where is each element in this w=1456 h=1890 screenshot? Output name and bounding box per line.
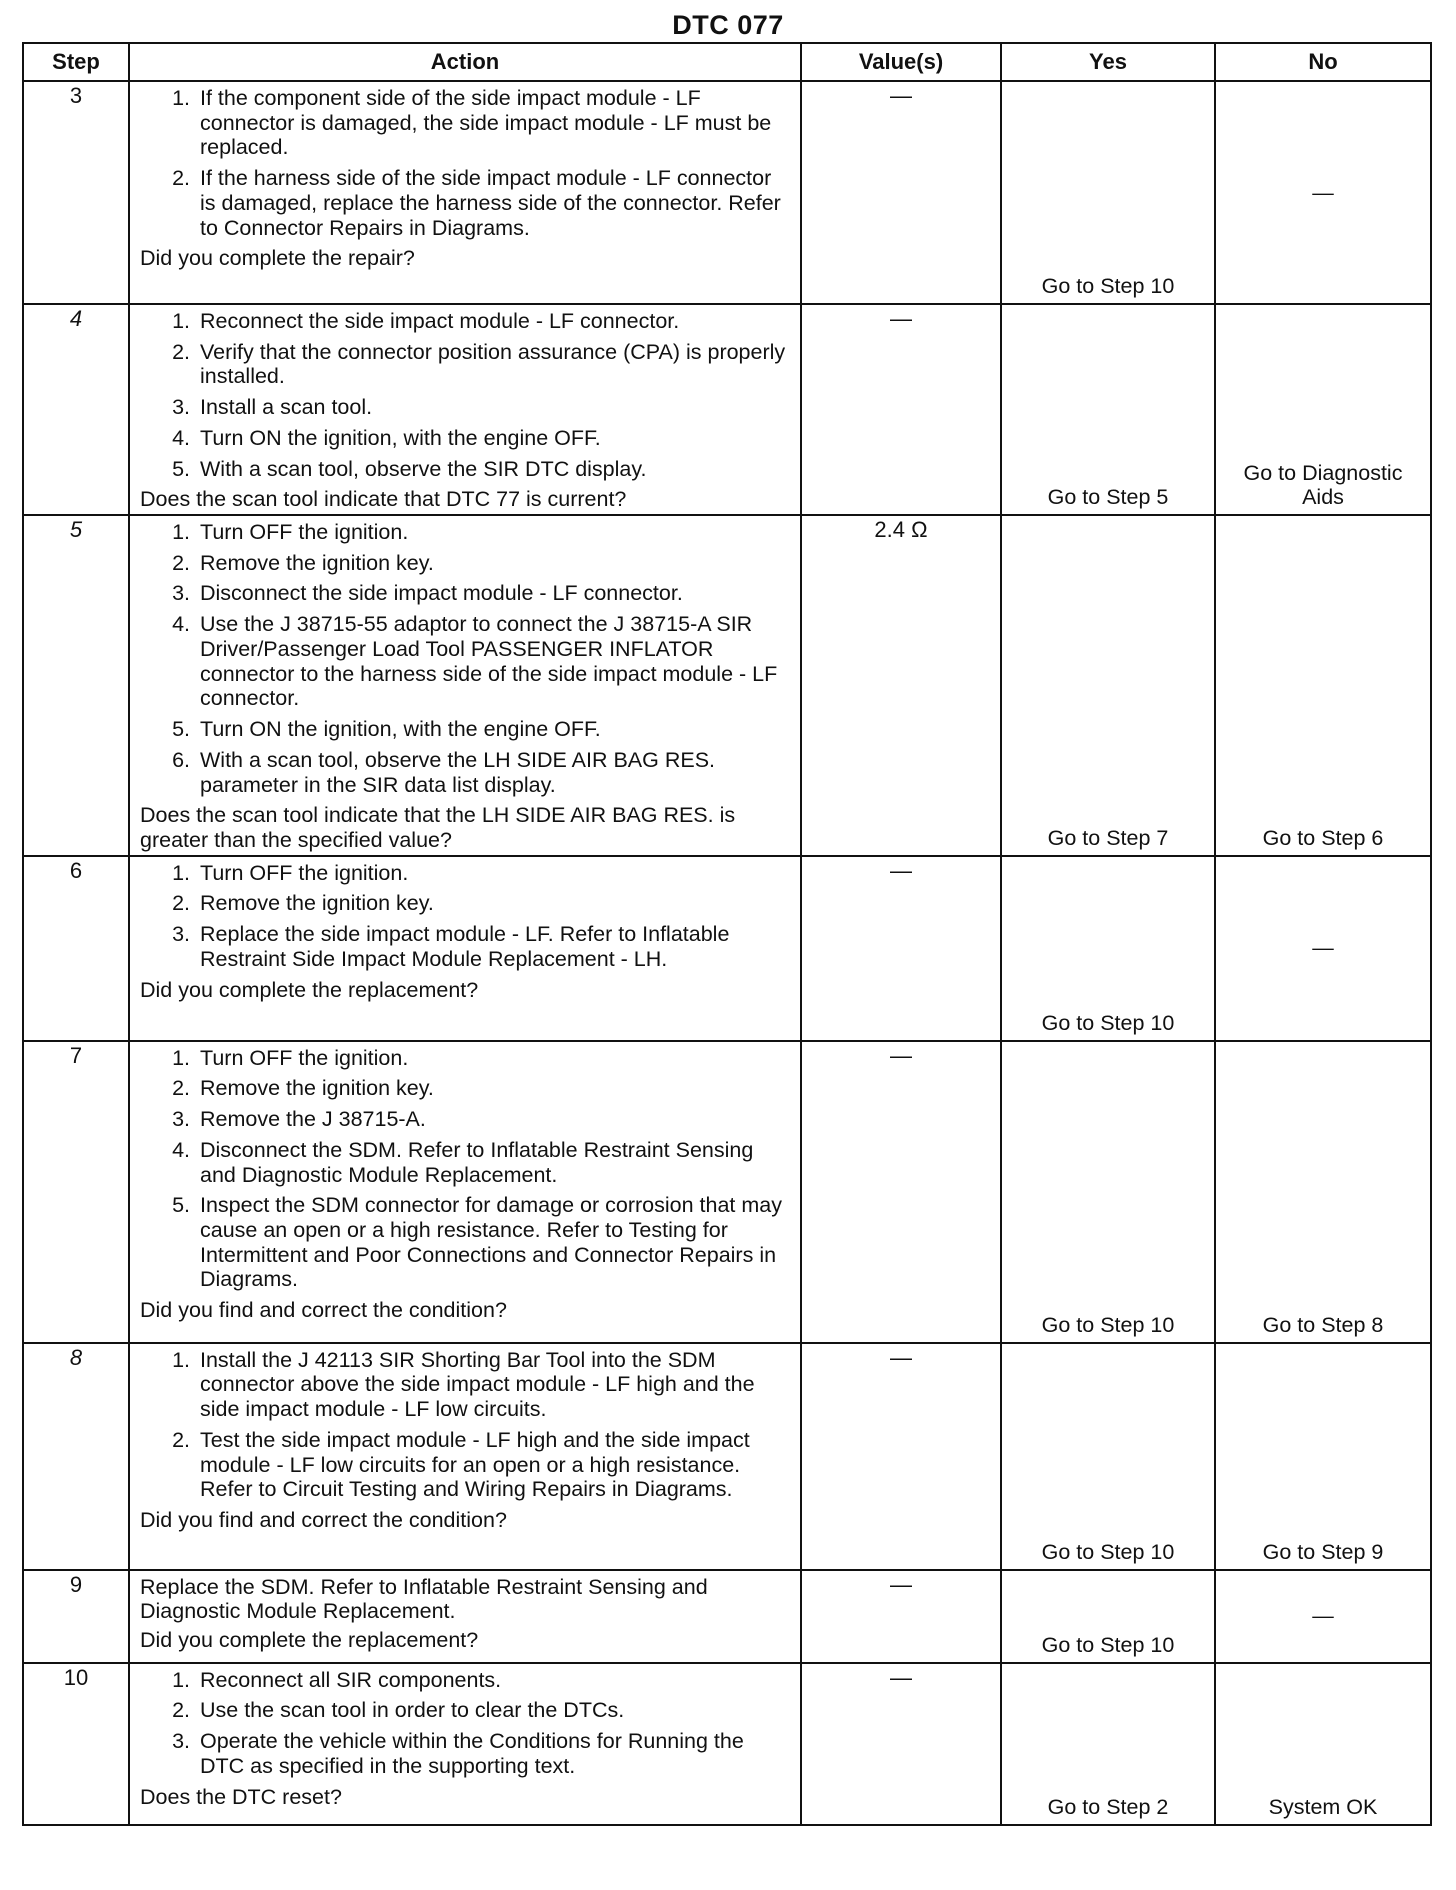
question-text: Does the DTC reset? (140, 1784, 342, 1809)
table-row (23, 1041, 1431, 1343)
value-cell: — (801, 856, 1001, 1041)
header-no: No (1215, 43, 1431, 81)
action-item: 1. Turn OFF the ignition. (196, 861, 788, 886)
yes-action: Go to Step 10 (1041, 1539, 1175, 1564)
yes-action: Go to Step 10 (1041, 1632, 1175, 1657)
header-values: Value(s) (801, 43, 1001, 81)
yes-cell (1001, 1041, 1215, 1343)
action-item: 3. Replace the side impact module - LF. Refer to Inflatable Restraint Side Impact Module Replacement - LH. (196, 922, 788, 971)
value-cell: — (801, 1343, 1001, 1570)
action-item: 3. Operate the vehicle within the Conditions for Running the DTC as specified in the supporting text. (196, 1729, 788, 1778)
yes-action: Go to Step 10 (1041, 274, 1175, 299)
no-cell (1215, 1343, 1431, 1570)
table-row (23, 1663, 1431, 1825)
action-cell (129, 304, 801, 515)
no-cell (1215, 1041, 1431, 1343)
action-cell (129, 81, 801, 304)
no-action: — (1312, 1603, 1334, 1628)
no-cell (1215, 1570, 1431, 1663)
step-number: 4 (23, 304, 129, 515)
yes-cell (1001, 81, 1215, 304)
action-item: 5. With a scan tool, observe the SIR DTC display. (196, 457, 788, 482)
yes-action: Go to Step 10 (1041, 1312, 1175, 1337)
question-text: Did you find and correct the condition? (140, 1507, 507, 1532)
question-text: Did you find and correct the condition? (140, 1298, 507, 1323)
diagnostic-table (22, 42, 1432, 1826)
action-item: 1. Turn OFF the ignition. (196, 1046, 788, 1071)
action-item: 4. Use the J 38715-55 adaptor to connect the J 38715-A SIR Driver/Passenger Load Tool PASSENGER INFLATOR connector to the harness side of the side impact module - LF connector. (196, 612, 788, 711)
no-cell (1215, 1663, 1431, 1825)
action-item: 6. With a scan tool, observe the LH SIDE AIR BAG RES. parameter in the SIR data list display. (196, 748, 788, 797)
action-item: 1. Install the J 42113 SIR Shorting Bar Tool into the SDM connector above the side impact module - LF high and the side impact module - LF low circuits. (196, 1348, 788, 1422)
step-number: 10 (23, 1663, 129, 1825)
no-action: Go to Step 6 (1262, 825, 1384, 850)
question-text: Does the scan tool indicate that the LH SIDE AIR BAG RES. is greater than the specified value? (140, 803, 736, 852)
step-number: 5 (23, 515, 129, 856)
table-row (23, 515, 1431, 856)
value-cell: — (801, 304, 1001, 515)
table-row (23, 1570, 1431, 1663)
value-cell: 2.4 Ω (801, 515, 1001, 856)
step-number: 9 (23, 1570, 129, 1663)
header-step: Step (23, 43, 129, 81)
document-title: DTC 077 (672, 10, 784, 40)
action-item: 2. Verify that the connector position assurance (CPA) is properly installed. (196, 340, 788, 389)
action-item: 1. Turn OFF the ignition. (196, 520, 788, 545)
no-cell (1215, 515, 1431, 856)
table-row (23, 304, 1431, 515)
action-item: 1. Reconnect the side impact module - LF connector. (196, 309, 788, 334)
action-item: 2. Remove the ignition key. (196, 1076, 788, 1101)
no-cell (1215, 304, 1431, 515)
action-cell (129, 1570, 801, 1663)
step-number: 7 (23, 1041, 129, 1343)
no-action: — (1312, 180, 1334, 205)
action-item: 1. Reconnect all SIR components. (196, 1668, 788, 1693)
action-item: 2. Remove the ignition key. (196, 891, 788, 916)
action-item: 2. If the harness side of the side impact module - LF connector is damaged, replace the harness side of the connector. Refer to Connector Repairs in Diagrams. (196, 166, 788, 240)
question-text: Did you complete the replacement? (140, 977, 479, 1002)
header-yes: Yes (1001, 43, 1215, 81)
table-row (23, 856, 1431, 1041)
question-text: Did you complete the repair? (140, 246, 415, 271)
yes-action: Go to Step 5 (1047, 485, 1169, 510)
action-item: 2. Use the scan tool in order to clear the DTCs. (196, 1698, 788, 1723)
question-text: Did you complete the replacement? (140, 1628, 479, 1653)
step-number: 8 (23, 1343, 129, 1570)
yes-cell (1001, 856, 1215, 1041)
action-item: 3. Disconnect the side impact module - LF connector. (196, 581, 788, 606)
value-cell: — (801, 1041, 1001, 1343)
action-item: 4. Turn ON the ignition, with the engine OFF. (196, 426, 788, 451)
no-action: Go to Diagnostic Aids (1243, 460, 1403, 510)
yes-cell (1001, 1570, 1215, 1663)
action-item: 2. Remove the ignition key. (196, 551, 788, 576)
no-action: — (1312, 935, 1334, 960)
yes-cell (1001, 515, 1215, 856)
header-action: Action (129, 43, 801, 81)
action-cell (129, 1041, 801, 1343)
yes-action: Go to Step 10 (1041, 1010, 1175, 1035)
action-cell (129, 1663, 801, 1825)
no-action: Go to Step 8 (1262, 1312, 1384, 1337)
action-item: 3. Install a scan tool. (196, 395, 788, 420)
table-row (23, 81, 1431, 304)
table-header-row (23, 43, 1431, 81)
no-cell (1215, 856, 1431, 1041)
action-item: 5. Inspect the SDM connector for damage or corrosion that may cause an open or a high resistance. Refer to Testing for Intermittent and Poor Connections and Connector Repairs in Diagrams. (196, 1193, 788, 1292)
step-number: 6 (23, 856, 129, 1041)
no-action: System OK (1268, 1794, 1378, 1819)
value-cell: — (801, 81, 1001, 304)
action-cell (129, 1343, 801, 1570)
yes-action: Go to Step 2 (1047, 1794, 1169, 1819)
yes-cell (1001, 304, 1215, 515)
table-row (23, 1343, 1431, 1570)
yes-action: Go to Step 7 (1047, 825, 1169, 850)
value-cell: — (801, 1663, 1001, 1825)
action-item: 5. Turn ON the ignition, with the engine OFF. (196, 717, 788, 742)
yes-cell (1001, 1663, 1215, 1825)
action-cell (129, 856, 801, 1041)
no-action: Go to Step 9 (1262, 1539, 1384, 1564)
action-cell (129, 515, 801, 856)
action-item: 3. Remove the J 38715-A. (196, 1107, 788, 1132)
action-text: Replace the SDM. Refer to Inflatable Restraint Sensing and Diagnostic Module Replacement. (140, 1574, 708, 1624)
no-cell (1215, 81, 1431, 304)
action-item: 1. If the component side of the side impact module - LF connector is damaged, the side impact module - LF must be replaced. (196, 86, 788, 160)
question-text: Does the scan tool indicate that DTC 77 is current? (140, 487, 627, 512)
action-item: 2. Test the side impact module - LF high and the side impact module - LF low circuits for an open or a high resistance. Refer to Circuit Testing and Wiring Repairs in Diagrams. (196, 1428, 788, 1502)
step-number: 3 (23, 81, 129, 304)
action-item: 4. Disconnect the SDM. Refer to Inflatable Restraint Sensing and Diagnostic Module Replacement. (196, 1138, 788, 1187)
value-cell: — (801, 1570, 1001, 1663)
yes-cell (1001, 1343, 1215, 1570)
